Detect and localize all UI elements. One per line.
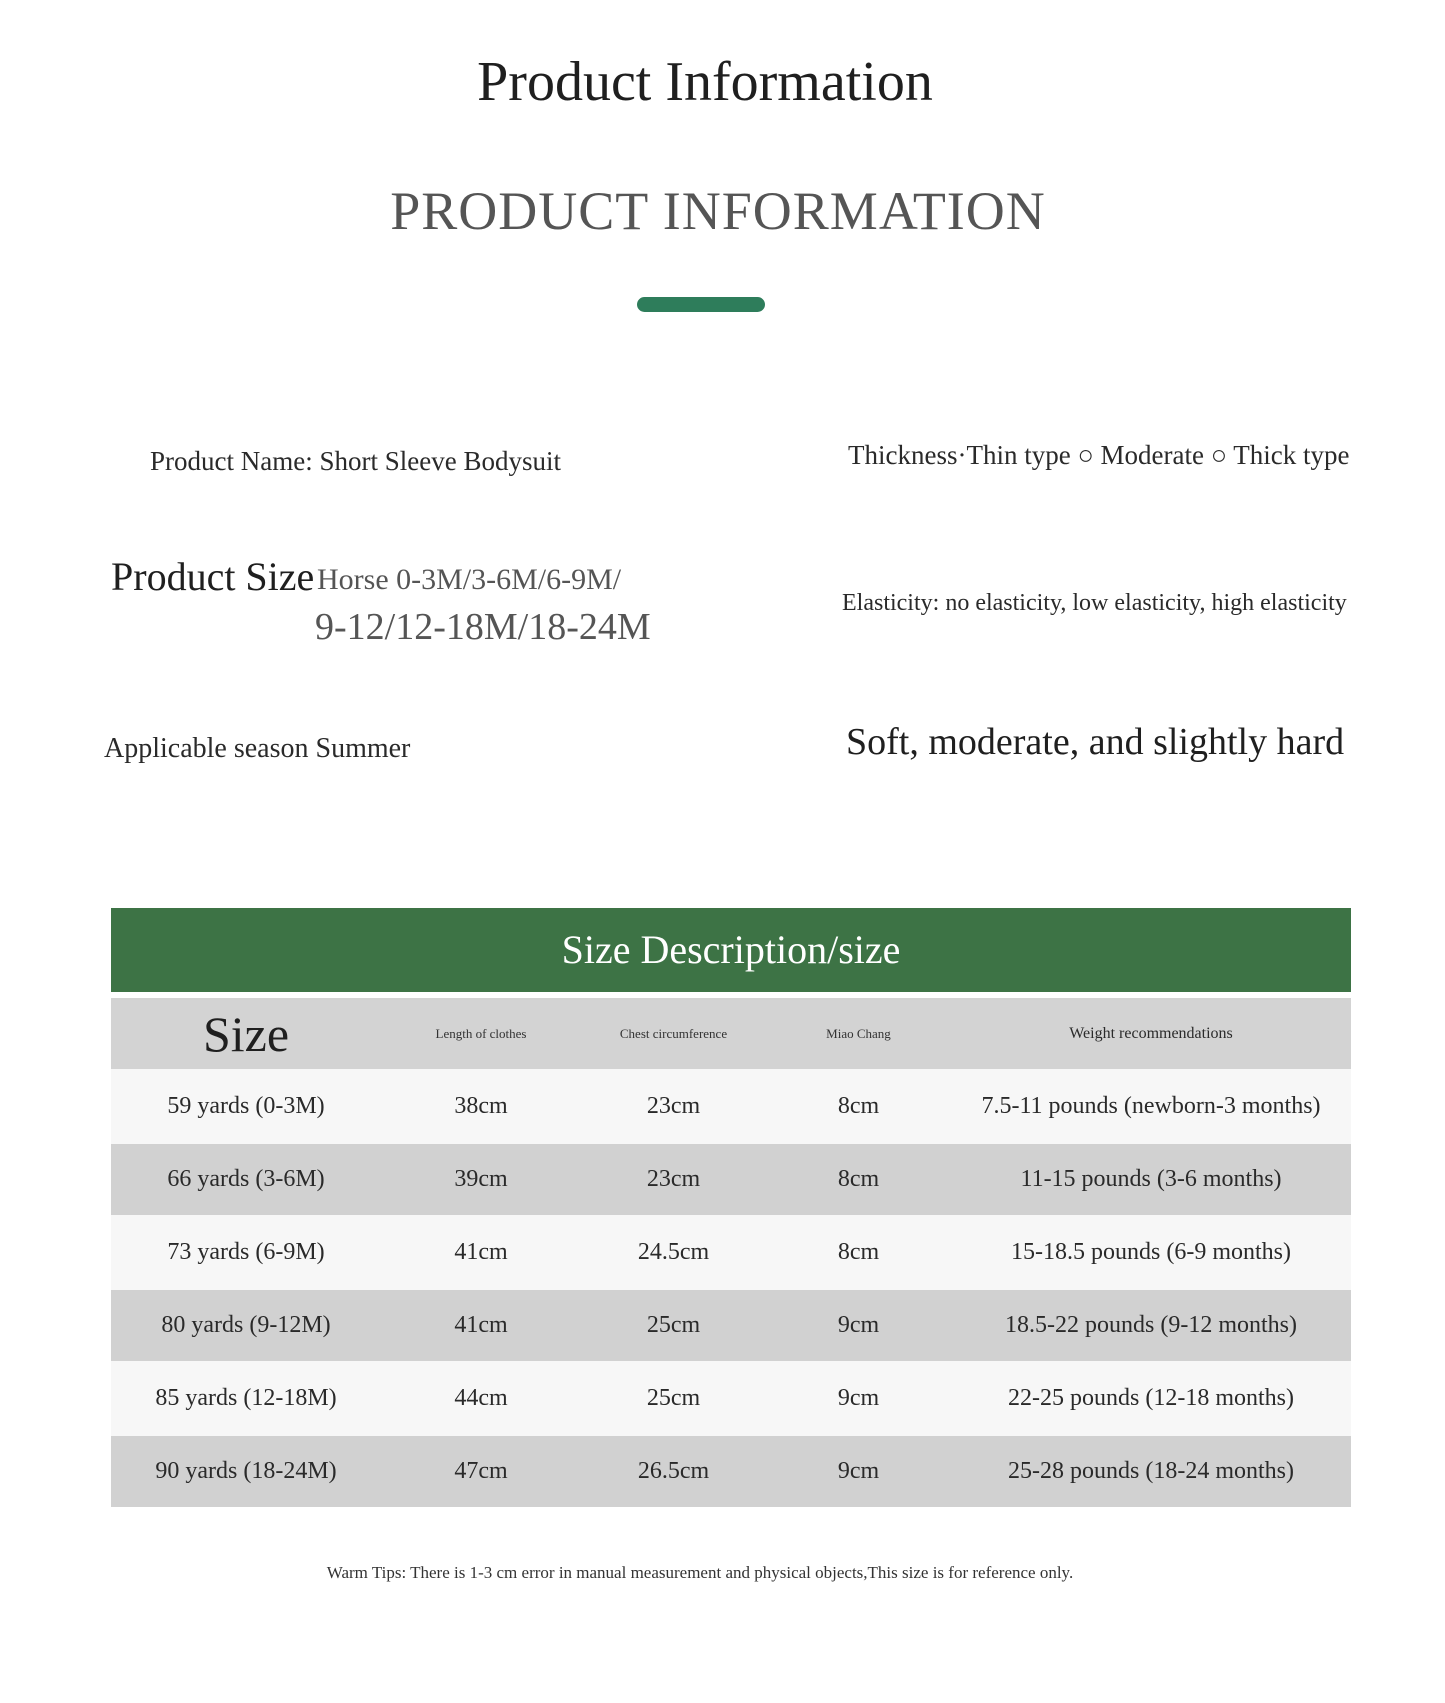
header-length: Length of clothes [435,1025,527,1041]
cell-size: 85 yards (12-18M) [155,1385,337,1411]
title-divider [637,297,765,312]
product-name: Product Name: Short Sleeve Bodysuit [150,446,561,476]
season-info: Applicable season Summer [104,733,411,764]
cell-length: 38cm [454,1093,508,1119]
cell-miao-chang: 8cm [837,1166,880,1192]
cell-chest: 25cm [646,1385,701,1411]
table-row [111,1215,1351,1290]
cell-chest: 23cm [646,1093,701,1119]
table-row [111,1069,1351,1144]
cell-miao-chang: 8cm [837,1239,880,1265]
cell-length: 41cm [454,1312,508,1338]
page-title: Product Information [477,51,933,113]
table-row [111,1290,1351,1361]
cell-size: 73 yards (6-9M) [167,1239,325,1265]
cell-length: 44cm [454,1385,508,1411]
feel-info: Soft, moderate, and slightly hard [846,721,1345,763]
cell-miao-chang: 9cm [837,1312,880,1338]
cell-weight: 7.5-11 pounds (newborn-3 months) [981,1093,1321,1119]
cell-weight: 15-18.5 pounds (6-9 months) [1011,1239,1291,1265]
product-size-values-line2: 9-12/12-18M/18-24M [315,606,651,648]
cell-chest: 26.5cm [637,1458,710,1484]
header-miao-chang: Miao Chang [826,1025,891,1041]
product-size-values-line1: Horse 0-3M/3-6M/6-9M/ [317,563,622,596]
cell-chest: 23cm [646,1166,701,1192]
cell-size: 80 yards (9-12M) [161,1312,331,1338]
header-chest: Chest circumference [619,1025,728,1041]
elasticity-info: Elasticity: no elasticity, low elasticity, high elasticity [842,590,1347,616]
table-row [111,1361,1351,1436]
cell-length: 41cm [454,1239,508,1265]
cell-miao-chang: 9cm [837,1385,880,1411]
cell-size: 90 yards (18-24M) [155,1458,337,1484]
table-row [111,1436,1351,1507]
cell-length: 47cm [454,1458,508,1484]
size-table-header [111,998,1351,1069]
header-weight: Weight recommendations [1069,1024,1233,1042]
thickness-info: Thickness·Thin type ○ Moderate ○ Thick type [848,440,1350,470]
cell-size: 59 yards (0-3M) [167,1093,325,1119]
cell-miao-chang: 8cm [837,1093,880,1119]
cell-chest: 25cm [646,1312,701,1338]
cell-miao-chang: 9cm [837,1458,880,1484]
warm-tips: Warm Tips: There is 1-3 cm error in manual measurement and physical objects,This size is for reference only. [326,1563,1074,1582]
header-size: Size [202,1005,290,1062]
size-table [111,908,1351,1507]
cell-weight: 18.5-22 pounds (9-12 months) [1005,1312,1297,1338]
cell-weight: 11-15 pounds (3-6 months) [1020,1166,1282,1192]
table-row [111,1144,1351,1215]
cell-weight: 25-28 pounds (18-24 months) [1008,1458,1294,1484]
cell-size: 66 yards (3-6M) [167,1166,325,1192]
cell-length: 39cm [454,1166,508,1192]
product-size-label: Product Size [111,554,315,599]
page-subtitle: PRODUCT INFORMATION [390,181,1046,241]
cell-weight: 22-25 pounds (12-18 months) [1008,1385,1294,1411]
size-table-banner: Size Description/size [111,908,1351,992]
cell-chest: 24.5cm [637,1239,710,1265]
